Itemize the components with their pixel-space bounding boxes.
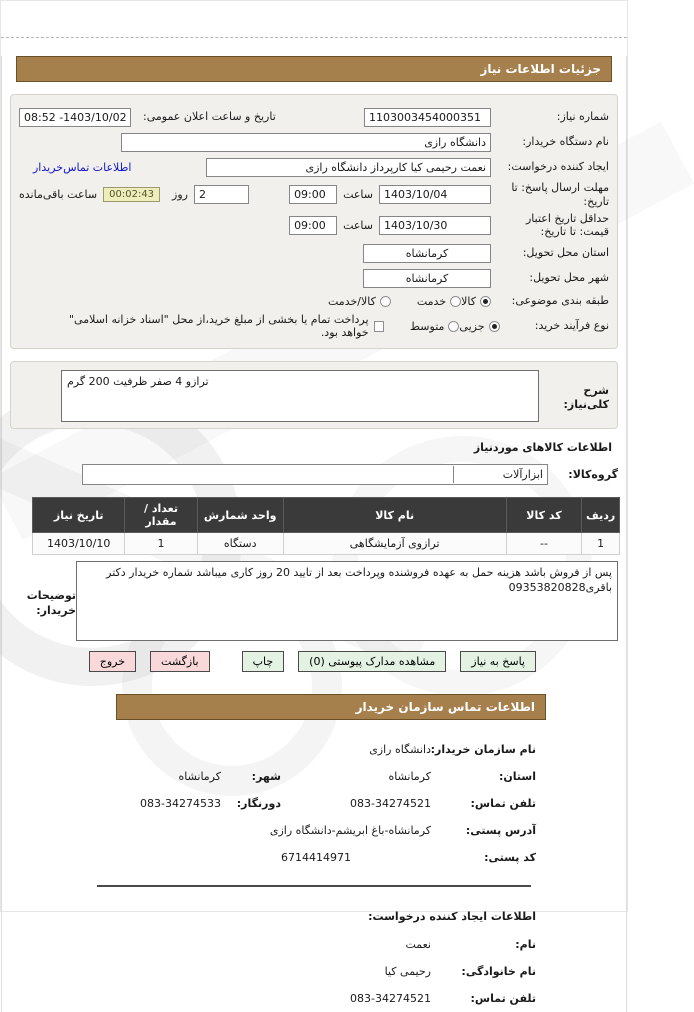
checkbox-icon[interactable] bbox=[374, 321, 384, 332]
org-fax-value: 083-34274533 bbox=[140, 797, 221, 810]
response-deadline-date-field[interactable]: 1403/10/04 bbox=[379, 185, 491, 204]
price-validity-time-field[interactable]: 09:00 bbox=[289, 216, 337, 235]
goods-group-label: گروه‌کالا: bbox=[568, 468, 618, 481]
org-province-label: استان: bbox=[499, 770, 536, 783]
org-phone-label: تلفن تماس: bbox=[470, 797, 536, 810]
org-city-value: کرمانشاه bbox=[178, 770, 221, 783]
validity-hour-label: ساعت bbox=[343, 218, 373, 232]
subject-classification-label: طبقه بندی موضوعی: bbox=[511, 294, 609, 308]
creator-first-name-row bbox=[86, 931, 536, 958]
request-creator-block bbox=[86, 901, 536, 1012]
radio-icon[interactable] bbox=[380, 296, 391, 307]
col-header-unit: واحد شمارش bbox=[197, 498, 283, 533]
goods-section-title: اطلاعات کالاهای موردنیاز bbox=[473, 441, 612, 454]
cell-need-date: 1403/10/10 bbox=[33, 533, 125, 555]
creator-last-name-row bbox=[86, 958, 536, 985]
buyer-notes-label: توضیحات خریدار: bbox=[26, 589, 76, 617]
org-address-label: آدرس پستی: bbox=[465, 824, 536, 837]
cell-item-name: ترازوی آزمایشگاهی bbox=[283, 533, 506, 555]
col-header-quantity: تعداد / مقدار bbox=[125, 498, 197, 533]
goods-table-row bbox=[33, 533, 620, 555]
announce-datetime-field[interactable]: 08:52 -1403/10/02 bbox=[19, 108, 131, 127]
radio-icon[interactable] bbox=[448, 321, 459, 332]
radio-option-goods[interactable] bbox=[461, 295, 491, 308]
request-creator-label: ایجاد کننده درخواست: bbox=[507, 160, 609, 174]
row-subject-classification bbox=[19, 292, 609, 310]
org-province-city-row bbox=[86, 763, 536, 790]
response-deadline-label: مهلت ارسال پاسخ: تا تاریخ: bbox=[511, 181, 609, 208]
org-postal-value: 6714414971 bbox=[281, 851, 351, 864]
delivery-city-label: شهر محل تحویل: bbox=[529, 271, 609, 285]
treasury-docs-checkbox-option[interactable] bbox=[45, 313, 384, 339]
row-purchase-process-type bbox=[19, 313, 609, 339]
delivery-province-label: استان محل تحویل: bbox=[522, 246, 609, 260]
buyer-org-label: نام دستگاه خریدار: bbox=[522, 135, 609, 149]
col-header-row-number: ردیف bbox=[582, 498, 620, 533]
org-city-label: شهر: bbox=[251, 770, 281, 783]
creator-last-name-value: رحیمی کیا bbox=[384, 965, 431, 978]
creator-info-title-row bbox=[86, 901, 536, 931]
org-address-row bbox=[86, 817, 536, 844]
col-header-need-date: تاریخ نیاز bbox=[33, 498, 125, 533]
price-validity-date-field[interactable]: 1403/10/30 bbox=[379, 216, 491, 235]
org-name-label: نام سازمان خریدار: bbox=[430, 743, 536, 756]
top-spacer bbox=[1, 1, 627, 37]
org-postal-label: کد پستی: bbox=[484, 851, 536, 864]
section-divider bbox=[97, 885, 531, 887]
radio-option-minor[interactable] bbox=[459, 320, 499, 333]
buyer-notes-row bbox=[10, 561, 618, 641]
creator-first-name-value: نعمت bbox=[405, 938, 431, 951]
org-address-value: کرمانشاه-باغ ابریشم-دانشگاه رازی bbox=[269, 824, 431, 837]
radio-option-label: جزیی bbox=[459, 319, 485, 333]
radio-icon[interactable] bbox=[480, 296, 491, 307]
cell-quantity: 1 bbox=[125, 533, 197, 555]
creator-info-title: اطلاعات ایجاد کننده درخواست: bbox=[368, 909, 536, 923]
goods-group-field[interactable] bbox=[82, 464, 548, 485]
exit-button[interactable]: خروج bbox=[89, 651, 136, 672]
cell-row-number: 1 bbox=[582, 533, 620, 555]
radio-option-label: متوسط bbox=[409, 319, 445, 333]
row-buyer-org bbox=[19, 131, 609, 153]
announce-datetime-label: تاریخ و ساعت اعلان عمومی: bbox=[143, 110, 276, 124]
radio-option-service[interactable] bbox=[417, 295, 461, 308]
radio-option-medium[interactable] bbox=[410, 320, 460, 333]
org-province-value: کرمانشاه bbox=[388, 770, 431, 783]
remaining-days-field[interactable]: 2 bbox=[194, 185, 249, 204]
creator-first-name-label: نام: bbox=[515, 938, 536, 951]
buyer-contact-link[interactable]: اطلاعات تماس‌خریدار bbox=[33, 160, 132, 174]
need-fields-panel bbox=[10, 94, 618, 349]
back-button[interactable]: بازگشت bbox=[150, 651, 210, 672]
delivery-province-field[interactable]: کرمانشاه bbox=[363, 244, 491, 263]
need-description-label: شرح کلی‌نیاز: bbox=[563, 384, 609, 412]
creator-phone-label: تلفن تماس: bbox=[470, 992, 536, 1005]
col-header-item-code: کد کالا bbox=[506, 498, 582, 533]
radio-option-label: کالا bbox=[461, 294, 476, 308]
org-fax-label: دورنگار: bbox=[236, 797, 281, 810]
radio-option-goods-service[interactable] bbox=[328, 295, 391, 308]
purchase-process-label: نوع فرآیند خرید: bbox=[534, 319, 609, 333]
row-response-deadline bbox=[19, 181, 609, 209]
radio-option-label: کالا/خدمت bbox=[328, 294, 376, 308]
row-delivery-province bbox=[19, 242, 609, 264]
delivery-city-field[interactable]: کرمانشاه bbox=[363, 269, 491, 288]
request-creator-field[interactable]: نعمت رحیمی کیا کارپرداز دانشگاه رازی bbox=[206, 158, 491, 177]
goods-table bbox=[32, 497, 620, 555]
remaining-day-label: روز bbox=[172, 188, 188, 202]
content-frame bbox=[1, 56, 627, 1012]
deadline-hour-label: ساعت bbox=[343, 188, 373, 202]
need-details-header: جزئیات اطلاعات نیاز bbox=[16, 56, 612, 82]
print-button[interactable]: چاپ bbox=[242, 651, 285, 672]
radio-option-label: خدمت bbox=[416, 294, 447, 308]
creator-phone-row bbox=[86, 985, 536, 1012]
creator-phone-value: 083-34274521 bbox=[350, 992, 431, 1005]
need-description-panel bbox=[10, 361, 618, 429]
org-postal-row bbox=[86, 844, 536, 871]
treasury-docs-checkbox-label: پرداخت تمام یا بخشی از مبلغ خرید،از محل "اسناد خزانه اسلامی" خواهد بود. bbox=[69, 313, 369, 339]
org-name-value: دانشگاه رازی bbox=[369, 743, 431, 756]
org-phone-value: 083-34274521 bbox=[350, 797, 431, 810]
row-delivery-city bbox=[19, 267, 609, 289]
row-price-validity bbox=[19, 212, 609, 240]
remaining-hours-label: ساعت باقی‌مانده bbox=[19, 188, 98, 202]
response-deadline-time-field[interactable]: 09:00 bbox=[289, 185, 337, 204]
need-description-textarea[interactable]: ترازو 4 صفر ظرفیت 200 گرم bbox=[61, 370, 539, 422]
buyer-notes-textarea[interactable]: پس از فروش باشد هزینه حمل به عهده فروشنده وپرداخت بعد از تایید 20 روز کاری میباشد شماره خریدار دکتر باقری09353820828 bbox=[76, 561, 618, 641]
col-header-item-name: نام کالا bbox=[283, 498, 506, 533]
org-phone-fax-row bbox=[86, 790, 536, 817]
goods-group-value: ابزارآلات bbox=[453, 466, 543, 483]
org-name-row bbox=[86, 736, 536, 763]
action-buttons-row bbox=[2, 651, 536, 672]
respond-to-need-button[interactable]: پاسخ به نیاز bbox=[460, 651, 536, 672]
view-attached-docs-button[interactable]: مشاهده مدارک پیوستی (0) bbox=[298, 651, 446, 672]
price-validity-label: حداقل تاریخ اعتبار قیمت: تا تاریخ: bbox=[525, 211, 609, 239]
need-number-field[interactable]: 1103003454000351 bbox=[364, 108, 491, 127]
row-request-creator bbox=[19, 156, 609, 178]
cell-item-code: -- bbox=[506, 533, 582, 555]
row-need-number bbox=[19, 106, 609, 128]
org-contact-block bbox=[86, 736, 536, 871]
dotted-separator bbox=[1, 37, 627, 38]
cell-unit: دستگاه bbox=[197, 533, 283, 555]
radio-icon[interactable] bbox=[489, 321, 500, 332]
org-contact-header: اطلاعات تماس سازمان خریدار bbox=[116, 694, 546, 720]
goods-group-row bbox=[2, 464, 618, 485]
creator-last-name-label: نام خانوادگی: bbox=[461, 965, 536, 978]
buyer-org-field[interactable]: دانشگاه رازی bbox=[121, 133, 491, 152]
radio-icon[interactable] bbox=[450, 296, 461, 307]
goods-table-header-row bbox=[33, 498, 620, 533]
remaining-time-badge: 00:02:43 bbox=[103, 187, 160, 202]
need-number-label: شماره نیاز: bbox=[556, 110, 609, 124]
